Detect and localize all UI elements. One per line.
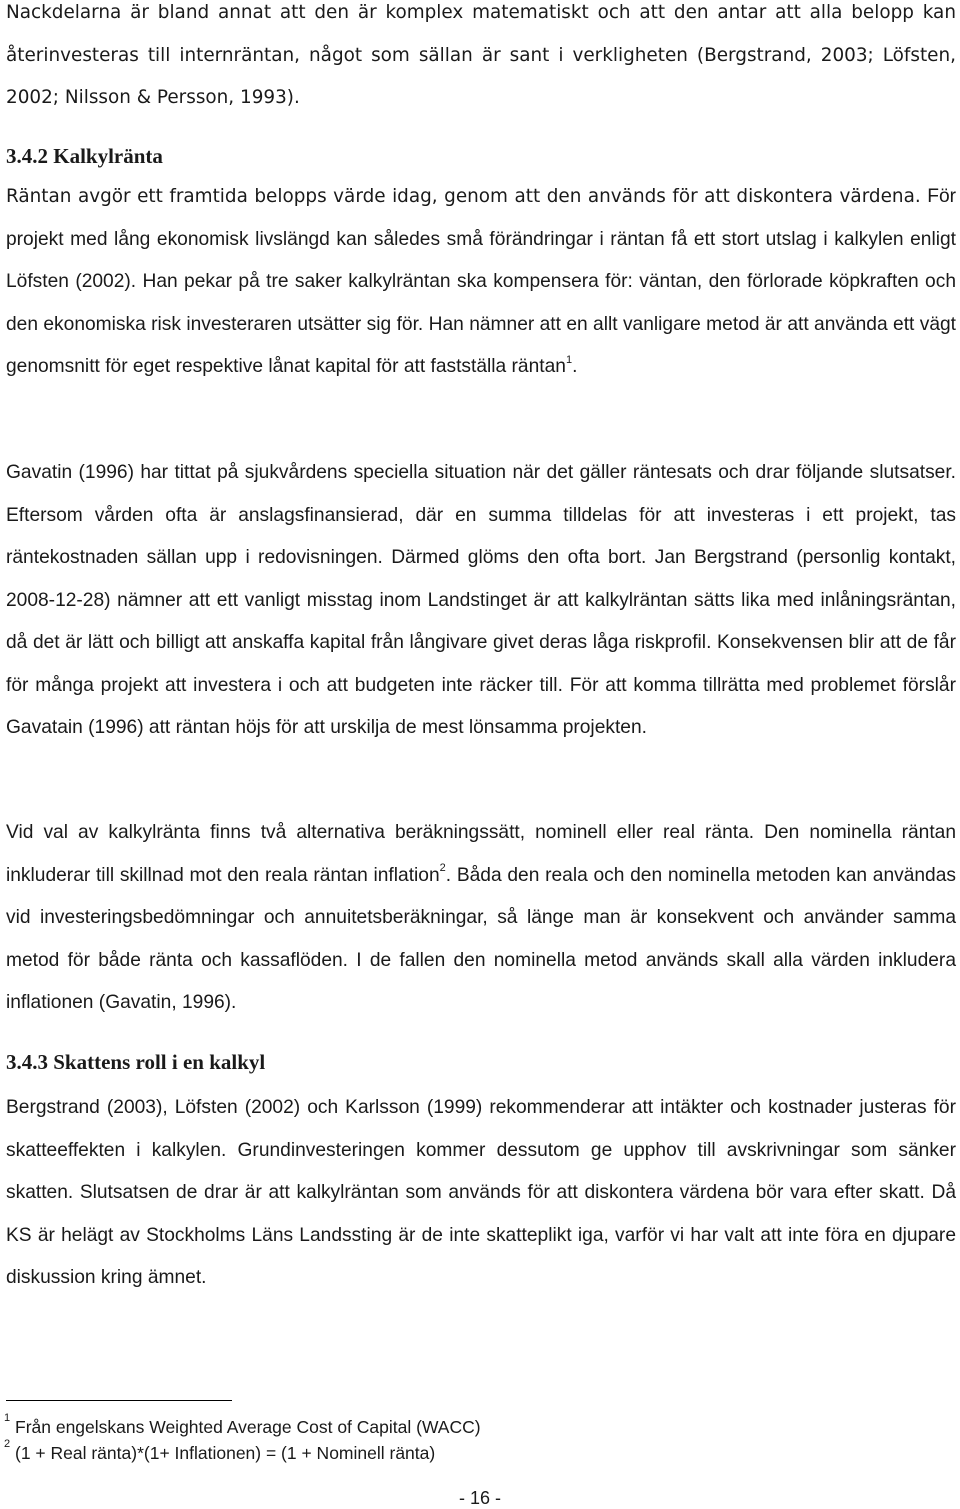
paragraph-nominell-real xyxy=(6,812,956,1025)
paragraph-skatt: Bergstrand (2003), Löfsten (2002) och Karlsson (1999) rekommenderar att intäkter och kostnader justeras för skatteeffekten i kalkylen. Grundinvesteringen kommer dessutom ge upphov till avskrivningar som sänker skatten. Slutsatsen de drar är att kalkylräntan som används för att diskontera värdena bör vara efter skatt. Då KS är helägt av Stockholms Läns Landssting är de inte skatteplikt iga, varför vi har valt att inte föra en djupare diskussion kring ämnet. xyxy=(6,1097,956,1288)
footnote-1 xyxy=(4,1412,481,1438)
paragraph-gavatin: Gavatin (1996) har tittat på sjukvårdens speciella situation när det gäller räntesats och drar följande slutsatser. Eftersom vården ofta är anslagsfinansierad, där en summa tilldelas för att investeras i ett projekt, tas räntekostnaden sällan upp i redovisningen. Därmed glöms den ofta bort. Jan Bergstrand (personlig kontakt, 2008-12-28) nämner att ett vanligt misstag inom Landstinget är att kalkylräntan sätts lika med inlåningsräntan, då det är lätt och billigt att anskaffa kapital från långivare givet deras låga riskprofil. Konsekvensen blir att de får för många projekt att investera i och att budgeten inte räcker till. För att komma tillrätta med problemet förslår Gavatain (1996) att räntan höjs för att urskilja de mest lönsamma projekten. xyxy=(6,462,956,738)
paragraph-intro: Nackdelarna är bland annat att den är komplex matematiskt och att den antar att alla belopp kan återinvesteras till internräntan, något som sällan är sant i verkligheten (Bergstrand, 2003; Löfsten, 2002; Nilsson & Persson, 1993). xyxy=(6,2,956,108)
page-number: - 16 - xyxy=(458,1488,501,1508)
footnote-ref-1[interactable]: 1 xyxy=(565,353,573,366)
heading-kalkylranta: 3.4.2 Kalkylränta xyxy=(6,144,163,168)
heading-skattens-roll: 3.4.3 Skattens roll i en kalkyl xyxy=(6,1050,266,1074)
paragraph-nominell-real-a: Vid val av kalkylränta finns två alternativa beräkningssätt, nominell eller real ränta. Den nominella räntan inkluderar till skillnad mot den reala räntan inflation xyxy=(6,822,956,886)
footnote-1-number: 1 xyxy=(4,1412,11,1425)
footnote-2-number: 2 xyxy=(4,1438,11,1451)
footnote-2-text: (1 + Real ränta)*(1+ Inflationen) = (1 + Nominell ränta) xyxy=(15,1443,436,1463)
paragraph-kalkylranta-lead: Räntan avgör ett framtida belopps värde idag, genom att den används för att diskontera värdena. xyxy=(6,186,928,207)
footnote-2 xyxy=(4,1438,436,1464)
paragraph-kalkylranta xyxy=(6,176,956,389)
footnote-ref-2[interactable]: 2 xyxy=(439,862,446,875)
paragraph-kalkylranta-end: . xyxy=(572,356,578,377)
paragraph-nominell-real-b: . Båda den reala och den nominella metoden kan användas vid investeringsbedömningar och annuitetsberäkningar, så länge man är konsekvent och använder samma metod för både ränta och kassaflöden. I de fallen den nominella metod används skall alla värden inkludera inflationen (Gavatin, 1996). xyxy=(6,864,956,1013)
footnote-divider xyxy=(6,1400,232,1401)
paragraph-kalkylranta-body: För projekt med lång ekonomisk livslängd kan således små förändringar i räntan få ett stort utslag i kalkylen enligt Löfsten (2002). Han pekar på tre saker kalkylräntan ska kompensera för: väntan, den förlorade köpkraften och den ekonomiska risk investeraren utsätter sig för. Han nämner att en allt vanligare metod är att använda ett vägt genomsnitt för eget respektive lånat kapital för att fastställa räntan xyxy=(6,186,956,377)
footnote-1-text: Från engelskans Weighted Average Cost of Capital (WACC) xyxy=(15,1417,481,1437)
